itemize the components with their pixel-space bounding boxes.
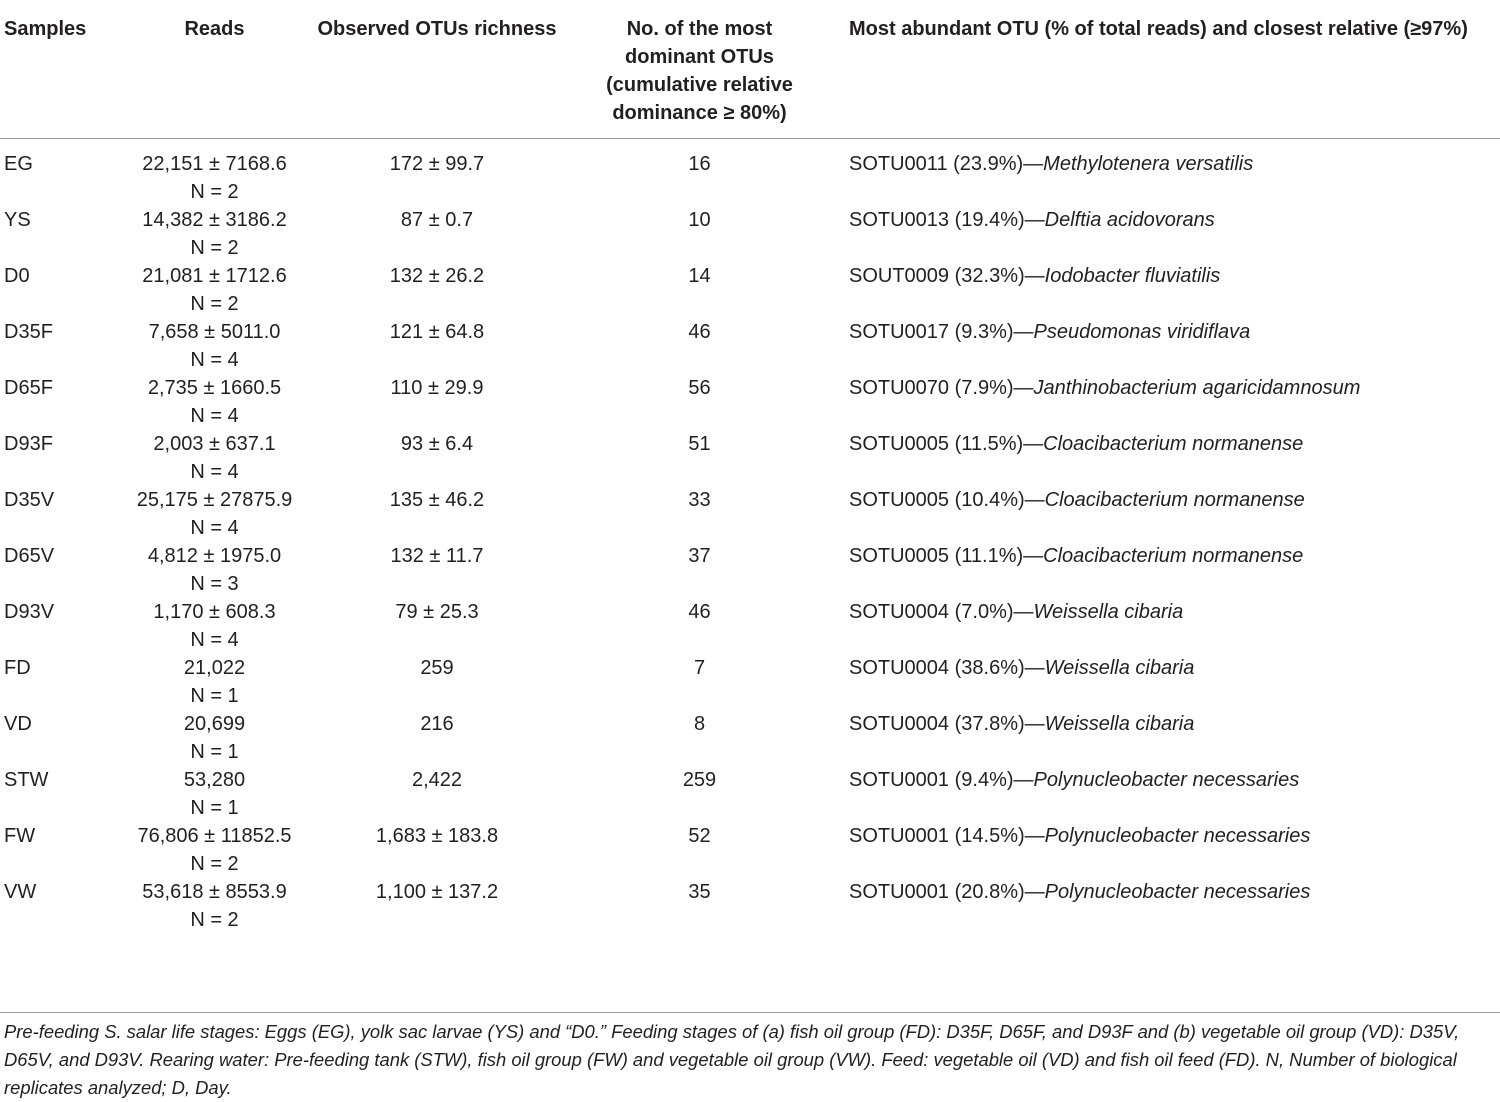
closest-relative: Polynucleobacter necessaries	[1044, 825, 1311, 847]
cell-most-abundant	[842, 598, 1500, 654]
cell-most-abundant	[842, 430, 1500, 486]
closest-relative: Janthinobacterium agaricidamnosum	[1033, 377, 1361, 399]
cell-reads	[112, 430, 317, 486]
cell-sample: D93F	[4, 433, 53, 455]
replicates-value: N = 2	[190, 909, 239, 931]
cell-richness: 172 ± 99.7	[389, 153, 485, 175]
replicates-value: N = 1	[190, 685, 239, 707]
cell-reads	[112, 318, 317, 374]
closest-relative: Weissella cibaria	[1044, 713, 1195, 735]
cell-dominant-otus: 16	[688, 153, 711, 175]
closest-relative: Polynucleobacter necessaries	[1044, 881, 1311, 903]
reads-value: 4,812 ± 1975.0	[147, 545, 282, 567]
header-dominant-line2: dominant OTUs	[625, 46, 774, 68]
cell-reads	[112, 486, 317, 542]
cell-richness: 1,100 ± 137.2	[375, 881, 499, 903]
replicates-value: N = 2	[190, 237, 239, 259]
replicates-value: N = 2	[190, 853, 239, 875]
cell-dominant-otus: 51	[688, 433, 711, 455]
otu-id: SOTU0004 (37.8%)—	[849, 713, 1045, 735]
otu-id: SOTU0005 (11.5%)—	[849, 433, 1044, 455]
closest-relative: Weissella cibaria	[1033, 601, 1184, 623]
cell-dominant-otus: 10	[688, 209, 711, 231]
otu-id: SOTU0005 (10.4%)—	[849, 489, 1045, 511]
otu-id: SOTU0013 (19.4%)—	[849, 209, 1045, 231]
cell-reads	[112, 766, 317, 822]
cell-reads	[112, 542, 317, 598]
otu-id: SOTU0001 (9.4%)—	[849, 769, 1034, 791]
otu-id: SOUT0009 (32.3%)—	[849, 265, 1045, 287]
reads-value: 20,699	[183, 713, 246, 735]
replicates-value: N = 1	[190, 741, 239, 763]
header-row	[0, 0, 1500, 139]
cell-sample: D35V	[4, 489, 55, 511]
table-row	[0, 542, 1500, 598]
header-dominant-line1: No. of the most	[626, 18, 773, 40]
cell-richness: 87 ± 0.7	[400, 209, 474, 231]
table-footnote: Pre-feeding S. salar life stages: Eggs (EG), yolk sac larvae (YS) and “D0.” Feeding stages of (a) fish oil group (FD): D35F, D65F, and D93F and (b) vegetable oil group (VD): D35V, D65V, and D93V. Rearing water: Pre-feeding tank (STW), fish oil group (FW) and vegetable oil group (VW). Feed: vegetable oil (VD) and fish oil feed (FD). N, Number of biological replicates analyzed; D, Day.	[4, 1021, 1460, 1098]
reads-value: 25,175 ± 27875.9	[136, 489, 293, 511]
closest-relative: Cloacibacterium normanense	[1044, 489, 1305, 511]
cell-dominant-otus: 46	[688, 601, 711, 623]
table-row	[0, 430, 1500, 486]
cell-sample: STW	[4, 769, 49, 791]
closest-relative: Cloacibacterium normanense	[1043, 433, 1304, 455]
reads-value: 14,382 ± 3186.2	[142, 209, 287, 231]
cell-richness: 121 ± 64.8	[389, 321, 485, 343]
reads-value: 21,081 ± 1712.6	[142, 265, 287, 287]
otu-id: SOTU0017 (9.3%)—	[849, 321, 1034, 343]
closest-relative: Weissella cibaria	[1044, 657, 1195, 679]
cell-sample: D35F	[4, 321, 53, 343]
closest-relative: Iodobacter fluviatilis	[1044, 265, 1221, 287]
header-dominant-otus	[557, 0, 842, 139]
reads-value: 1,170 ± 608.3	[153, 601, 276, 623]
cell-reads	[112, 654, 317, 710]
cell-dominant-otus: 52	[688, 825, 711, 847]
closest-relative: Delftia acidovorans	[1044, 209, 1215, 231]
otu-id: SOTU0004 (38.6%)—	[849, 657, 1045, 679]
cell-reads	[112, 374, 317, 430]
cell-richness: 216	[420, 713, 454, 735]
cell-most-abundant	[842, 878, 1500, 934]
cell-most-abundant	[842, 542, 1500, 598]
cell-reads	[112, 822, 317, 878]
bottom-rule	[0, 1012, 1500, 1013]
replicates-value: N = 4	[190, 349, 239, 371]
cell-reads	[112, 878, 317, 934]
cell-dominant-otus: 259	[682, 769, 717, 791]
cell-dominant-otus: 46	[688, 321, 711, 343]
table-row	[0, 654, 1500, 710]
table-row	[0, 766, 1500, 822]
cell-sample: D93V	[4, 601, 55, 623]
cell-sample: EG	[4, 153, 33, 175]
cell-reads	[112, 710, 317, 766]
table-row	[0, 374, 1500, 430]
reads-value: 53,618 ± 8553.9	[142, 881, 287, 903]
cell-dominant-otus: 7	[693, 657, 706, 679]
table-row	[0, 206, 1500, 262]
replicates-value: N = 2	[190, 181, 239, 203]
cell-richness: 132 ± 26.2	[389, 265, 485, 287]
cell-dominant-otus: 56	[688, 377, 711, 399]
cell-sample: FD	[4, 657, 31, 679]
otu-id: SOTU0011 (23.9%)—	[849, 153, 1044, 175]
cell-richness: 132 ± 11.7	[390, 545, 484, 567]
cell-sample: D65V	[4, 545, 55, 567]
reads-value: 22,151 ± 7168.6	[142, 153, 287, 175]
cell-most-abundant	[842, 374, 1500, 430]
cell-sample: YS	[4, 209, 31, 231]
table-row	[0, 710, 1500, 766]
cell-richness: 93 ± 6.4	[400, 433, 474, 455]
table-row	[0, 318, 1500, 374]
cell-dominant-otus: 33	[688, 489, 711, 511]
cell-richness: 110 ± 29.9	[390, 377, 484, 399]
cell-richness: 135 ± 46.2	[389, 489, 485, 511]
cell-reads	[112, 139, 317, 207]
cell-most-abundant	[842, 139, 1500, 207]
cell-dominant-otus: 37	[688, 545, 711, 567]
header-samples: Samples	[0, 0, 112, 139]
cell-reads	[112, 206, 317, 262]
header-richness: Observed OTUs richness	[317, 0, 557, 139]
cell-most-abundant	[842, 710, 1500, 766]
cell-dominant-otus: 14	[688, 265, 711, 287]
cell-sample: VD	[4, 713, 32, 735]
header-most-abundant: Most abundant OTU (% of total reads) and closest relative (≥97%)	[842, 0, 1500, 139]
cell-dominant-otus: 8	[693, 713, 706, 735]
otu-id: SOTU0004 (7.0%)—	[849, 601, 1034, 623]
cell-sample: D0	[4, 265, 30, 287]
cell-most-abundant	[842, 822, 1500, 878]
table-row	[0, 822, 1500, 878]
cell-most-abundant	[842, 486, 1500, 542]
table-row	[0, 878, 1500, 934]
closest-relative: Methylotenera versatilis	[1043, 153, 1254, 175]
closest-relative: Polynucleobacter necessaries	[1033, 769, 1300, 791]
replicates-value: N = 4	[190, 517, 239, 539]
cell-sample: VW	[4, 881, 37, 903]
reads-value: 2,003 ± 637.1	[153, 433, 276, 455]
cell-sample: D65F	[4, 377, 53, 399]
replicates-value: N = 3	[190, 573, 239, 595]
cell-most-abundant	[842, 766, 1500, 822]
closest-relative: Cloacibacterium normanense	[1043, 545, 1304, 567]
closest-relative: Pseudomonas viridiflava	[1033, 321, 1251, 343]
cell-richness: 2,422	[411, 769, 463, 791]
cell-reads	[112, 598, 317, 654]
cell-most-abundant	[842, 318, 1500, 374]
replicates-value: N = 4	[190, 405, 239, 427]
table-row	[0, 139, 1500, 207]
cell-most-abundant	[842, 262, 1500, 318]
table-row	[0, 486, 1500, 542]
replicates-value: N = 4	[190, 461, 239, 483]
replicates-value: N = 1	[190, 797, 239, 819]
header-dominant-line3: (cumulative relative	[606, 74, 793, 96]
reads-value: 7,658 ± 5011.0	[148, 321, 281, 343]
otu-id: SOTU0005 (11.1%)—	[849, 545, 1044, 567]
cell-most-abundant	[842, 654, 1500, 710]
cell-most-abundant	[842, 206, 1500, 262]
cell-richness: 79 ± 25.3	[395, 601, 479, 623]
table-row	[0, 598, 1500, 654]
cell-reads	[112, 262, 317, 318]
reads-value: 53,280	[183, 769, 246, 791]
header-dominant-line4: dominance ≥ 80%)	[612, 102, 787, 124]
otu-id: SOTU0070 (7.9%)—	[849, 377, 1034, 399]
table-body	[0, 139, 1500, 935]
reads-value: 21,022	[183, 657, 246, 679]
cell-dominant-otus: 35	[688, 881, 711, 903]
replicates-value: N = 4	[190, 629, 239, 651]
reads-value: 2,735 ± 1660.5	[147, 377, 282, 399]
cell-sample: FW	[4, 825, 36, 847]
otu-id: SOTU0001 (20.8%)—	[849, 881, 1045, 903]
otu-id: SOTU0001 (14.5%)—	[849, 825, 1045, 847]
reads-value: 76,806 ± 11852.5	[137, 825, 292, 847]
table-row	[0, 262, 1500, 318]
cell-richness: 1,683 ± 183.8	[375, 825, 499, 847]
cell-richness: 259	[420, 657, 454, 679]
header-reads: Reads	[112, 0, 317, 139]
replicates-value: N = 2	[190, 293, 239, 315]
